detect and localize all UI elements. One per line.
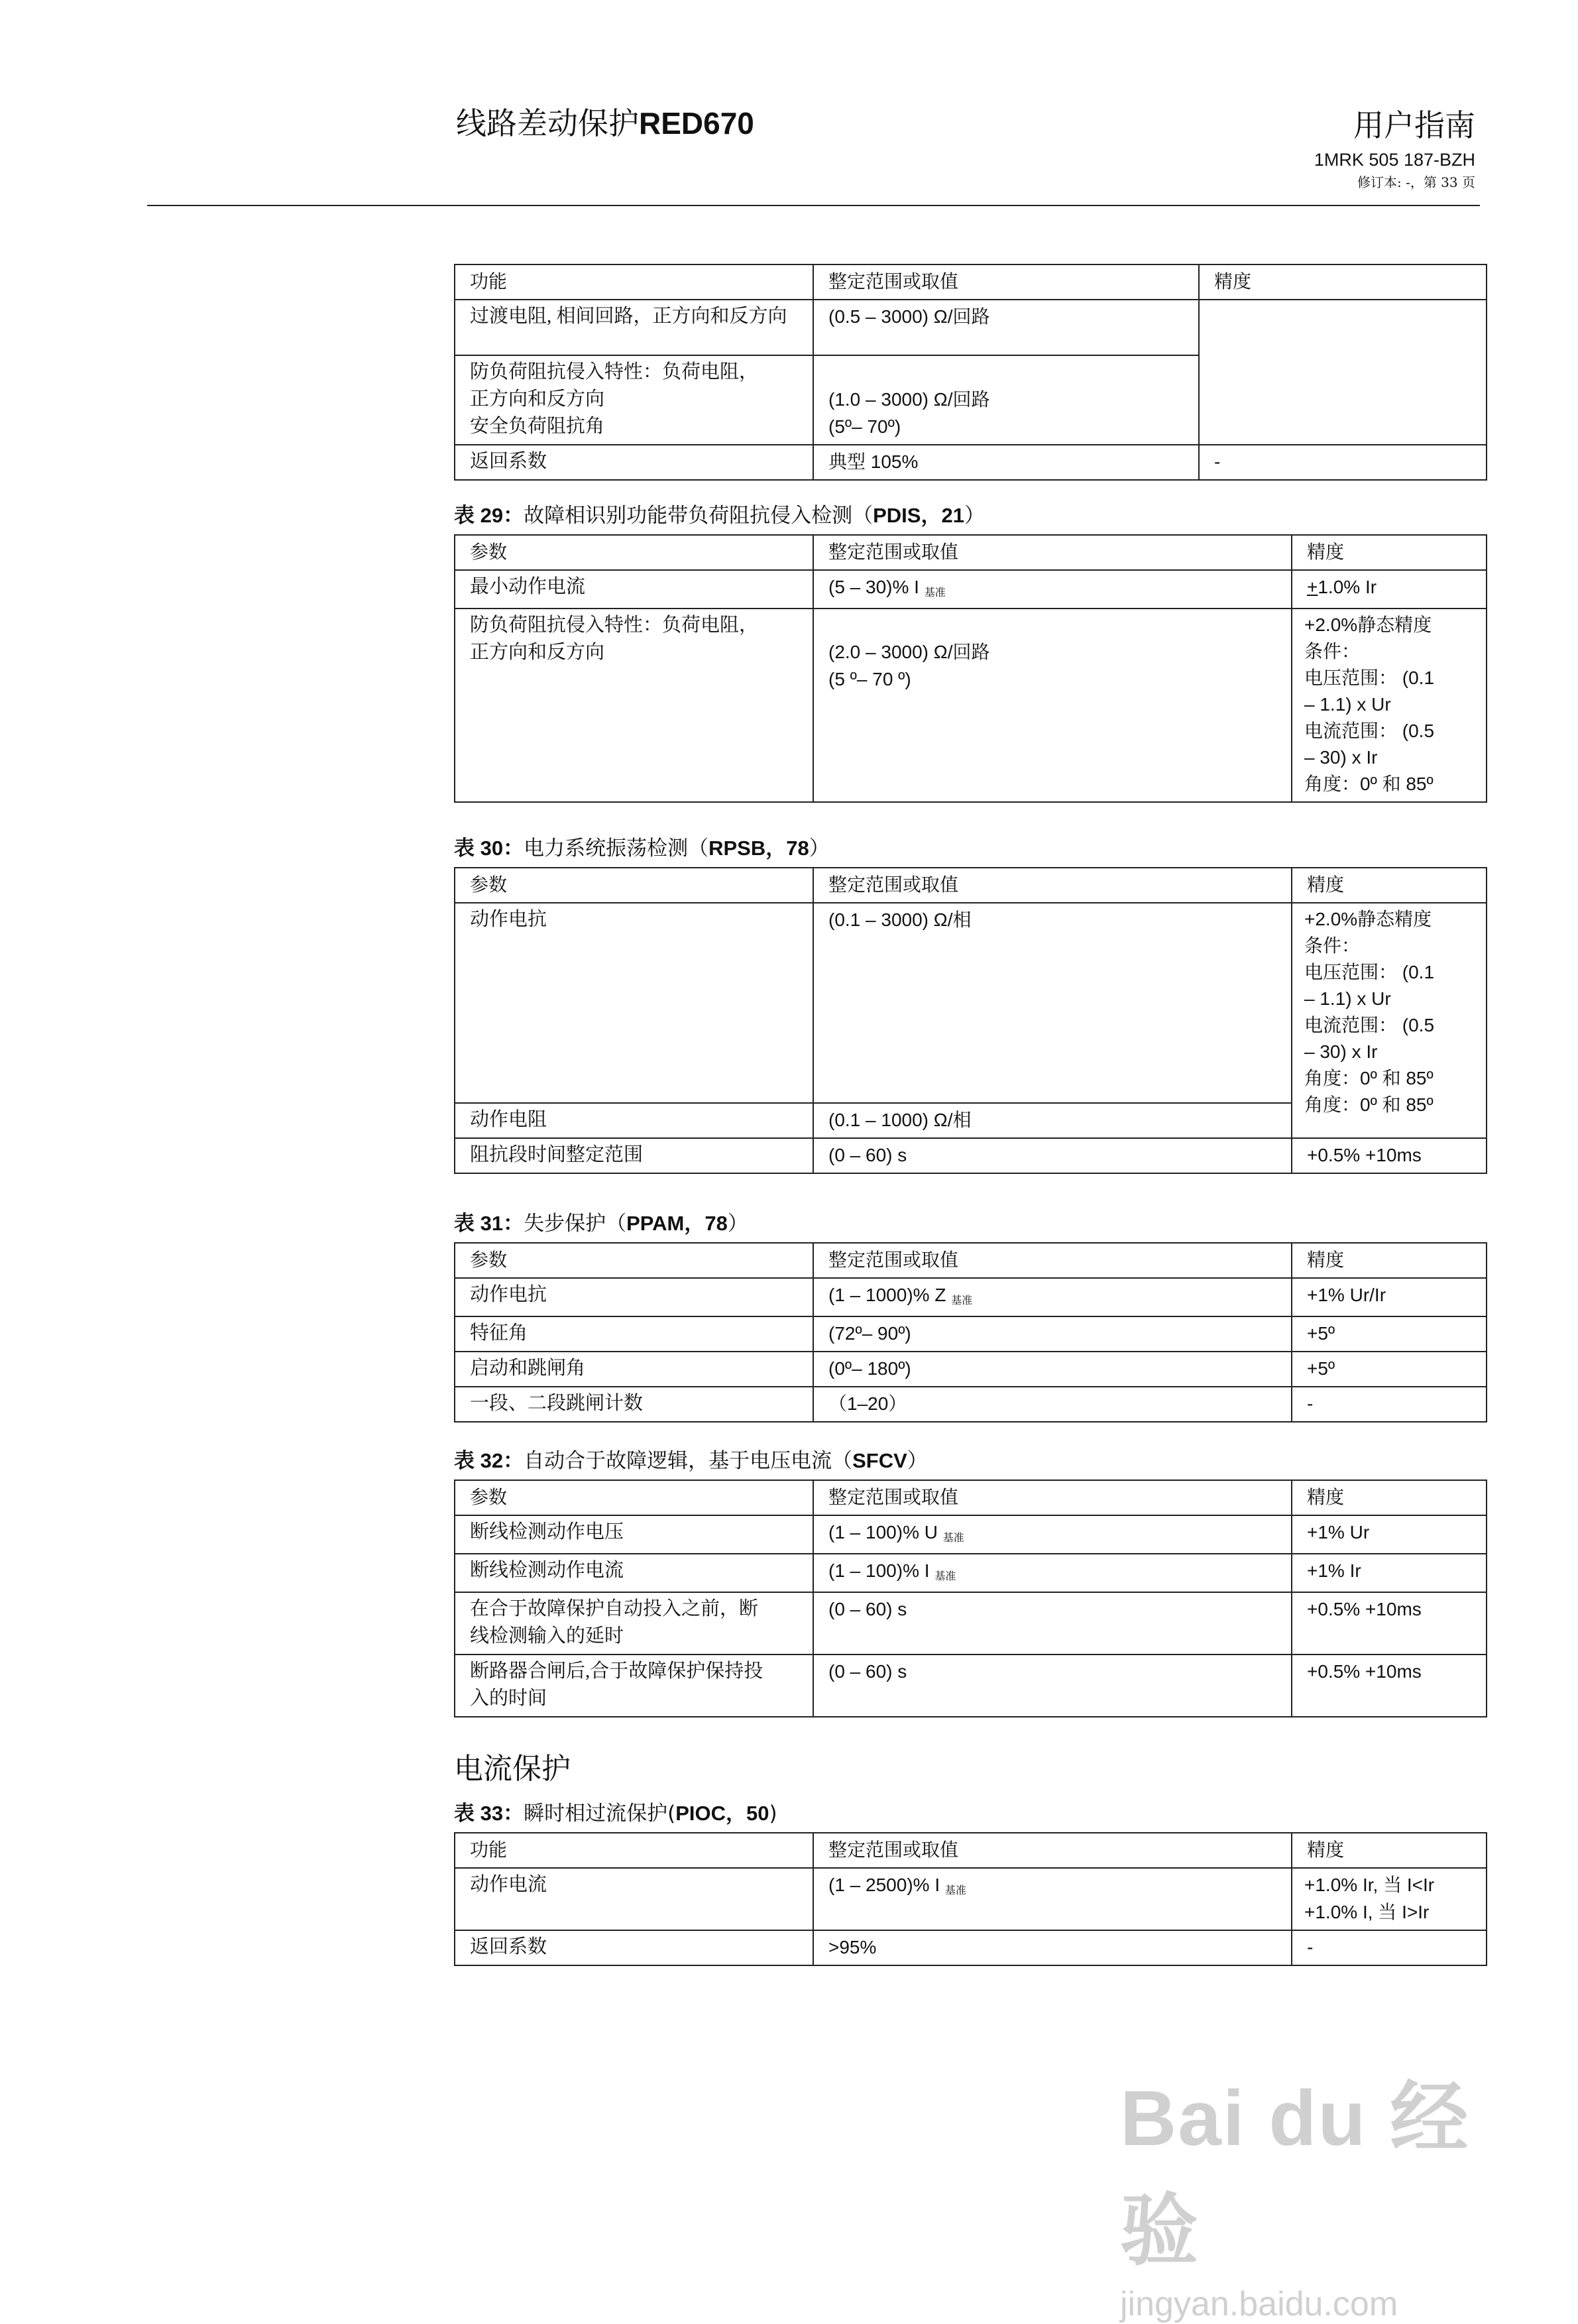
header-cell: 整定范围或取值: [813, 535, 1292, 570]
accuracy-cell: +0.5% +10ms: [1292, 1138, 1487, 1173]
param-cell: 动作电阻: [455, 1103, 813, 1138]
accuracy-cell: +1% Ur: [1292, 1515, 1487, 1554]
header-cell: 功能: [455, 1833, 813, 1868]
line: 条件：: [1304, 935, 1361, 956]
accuracy-cell: [1292, 570, 1487, 609]
title-prefix: 线路差动保护: [456, 105, 639, 141]
caption-end: ）: [809, 837, 830, 860]
header-cell: 参数: [455, 1243, 813, 1278]
line: +1.0% Ir, 当 I<Ir: [1304, 1875, 1435, 1895]
caption-number: 表 30：: [454, 837, 524, 860]
header-meta: [1314, 106, 1475, 192]
param-cell: 断线检测动作电流: [455, 1554, 813, 1592]
param-cell: 最小动作电流: [455, 570, 813, 609]
accuracy-cell: -: [1292, 1387, 1487, 1422]
line: 角度：0º 和 85º: [1304, 1094, 1434, 1115]
accuracy-cell: -: [1292, 1930, 1487, 1965]
line: – 30) x Ir: [1304, 1041, 1378, 1062]
baidu-watermark: [1120, 2055, 1491, 2323]
header-cell: 精度: [1292, 1243, 1487, 1278]
caption-text: 失步保护（: [524, 1212, 627, 1236]
table32-caption: [454, 1444, 928, 1474]
header-cell: 整定范围或取值: [813, 1243, 1292, 1278]
value-cell: [813, 1868, 1292, 1930]
line: 安全负荷阻抗角: [470, 416, 605, 437]
line: 电流范围： (0.5: [1304, 1015, 1435, 1035]
param-cell: 动作电抗: [455, 903, 813, 1103]
guide-title: 用户指南: [1353, 107, 1475, 143]
line: 条件：: [1304, 641, 1361, 662]
header-cell: 整定范围或取值: [813, 264, 1199, 300]
accuracy-cell: [1292, 1868, 1487, 1930]
header-cell: 精度: [1292, 1480, 1487, 1515]
line: – 1.1) x Ur: [1304, 694, 1391, 715]
value-cell: 典型 105%: [813, 445, 1199, 480]
value-cell: (0.1 – 3000) Ω/相: [813, 903, 1292, 1103]
subscript: 基准: [951, 1295, 973, 1307]
line: – 30) x Ir: [1304, 747, 1378, 768]
caption-number: 表 32：: [454, 1449, 524, 1472]
line: – 1.1) x Ur: [1304, 988, 1391, 1009]
line: 防负荷阻抗侵入特性：负荷电阻，: [470, 361, 759, 382]
caption-number: 表 29：: [454, 504, 524, 527]
table32: [454, 1480, 1486, 1717]
value-cell: (0 – 60) s: [813, 1592, 1292, 1655]
accuracy-cell: +0.5% +10ms: [1292, 1655, 1487, 1717]
accuracy-cell: +0.5% +10ms: [1292, 1592, 1487, 1655]
plusminus-sign: +: [1307, 577, 1318, 597]
value-cell: (72º– 90º): [813, 1316, 1292, 1352]
value-text: (1 – 100)% U: [828, 1522, 938, 1542]
line: 入的时间: [470, 1688, 547, 1709]
param-cell: 阻抗段时间整定范围: [455, 1138, 813, 1173]
header-cell: 整定范围或取值: [813, 1480, 1292, 1515]
value-text: (1 – 2500)% I: [828, 1875, 940, 1895]
value-cell: [813, 609, 1292, 802]
value-cell: (0 – 60) s: [813, 1655, 1292, 1717]
line: (2.0 – 3000) Ω/回路: [828, 642, 990, 662]
param-cell: 过渡电阻, 相间回路，正方向和反方向: [455, 300, 813, 355]
caption-end: ）: [907, 1449, 928, 1473]
line: +2.0%静态精度: [1304, 614, 1432, 635]
value-cell: [813, 1554, 1292, 1592]
value-text: (1 – 100)% I: [828, 1560, 930, 1581]
param-cell: 一段、二段跳闸计数: [455, 1387, 813, 1422]
caption-end: ）: [964, 504, 985, 528]
caption-code: RPSB，78: [708, 837, 809, 860]
accuracy-cell: +5º: [1292, 1352, 1487, 1387]
line: 在合于故障保护自动投入之前，断: [470, 1598, 759, 1619]
value-cell: (0º– 180º): [813, 1352, 1292, 1387]
doc-number: 1MRK 505 187-BZH: [1314, 150, 1475, 170]
accuracy-cell: [1199, 300, 1487, 445]
table30: [454, 867, 1486, 1174]
section-heading: 电流保护: [454, 1752, 571, 1786]
header-cell: 精度: [1292, 1833, 1487, 1868]
line: (1.0 – 3000) Ω/回路: [828, 389, 990, 410]
table31-caption: [454, 1206, 748, 1236]
line: +2.0%静态精度: [1304, 909, 1432, 929]
accuracy-cell: [1292, 903, 1487, 1138]
caption-text: 电力系统振荡检测（: [524, 837, 709, 860]
value-cell: >95%: [813, 1930, 1292, 1965]
table30-caption: [454, 831, 830, 861]
param-cell: 返回系数: [455, 1930, 813, 1965]
caption-code: SFCV: [852, 1449, 907, 1472]
watermark-brand: Bai du 经验: [1120, 2075, 1470, 2275]
header-cell: 整定范围或取值: [813, 868, 1292, 903]
header-cell: 参数: [455, 868, 813, 903]
line: 电压范围： (0.1: [1304, 668, 1435, 688]
accuracy-cell: +1% Ur/Ir: [1292, 1278, 1487, 1316]
line: 防负荷阻抗侵入特性：负荷电阻，: [470, 614, 759, 636]
table29: [454, 534, 1486, 803]
value-cell: [813, 1278, 1292, 1316]
caption-code: PPAM，78: [626, 1212, 728, 1235]
caption-code: PDIS，21: [873, 504, 964, 527]
line: 角度：0º 和 85º: [1304, 774, 1434, 794]
value-cell: （1–20）: [813, 1387, 1292, 1422]
watermark-url: jingyan.baidu.com: [1120, 2285, 1398, 2323]
table29-caption: [454, 498, 985, 528]
accuracy-cell: +5º: [1292, 1316, 1487, 1352]
param-cell: [455, 355, 813, 445]
value-cell: (0 – 60) s: [813, 1138, 1292, 1173]
param-cell: 特征角: [455, 1316, 813, 1352]
value-text: (1 – 1000)% Z: [828, 1285, 946, 1305]
revision-page: 修订本: -，第 33 页: [1357, 174, 1475, 190]
subscript: 基准: [934, 1571, 956, 1582]
line: (5 º– 70 º): [828, 669, 911, 689]
caption-number: 表 33：: [454, 1802, 524, 1825]
header-cell: 精度: [1292, 535, 1487, 570]
title-model: RED670: [639, 106, 754, 141]
caption-end: ): [769, 1802, 777, 1826]
line: 电压范围： (0.1: [1304, 962, 1435, 982]
line: 线检测输入的延时: [470, 1625, 624, 1647]
table-top: [454, 264, 1486, 481]
value-text: (5 – 30)% I: [828, 577, 919, 597]
caption-text: 瞬时相过流保护(: [524, 1802, 676, 1826]
accuracy-cell: -: [1199, 445, 1487, 480]
subscript: 基准: [944, 1885, 966, 1896]
param-cell: 启动和跳闸角: [455, 1352, 813, 1387]
header-cell: 精度: [1292, 868, 1487, 903]
caption-text: 自动合于故障逻辑，基于电压电流（: [524, 1449, 853, 1473]
caption-code: PIOC，50: [675, 1802, 769, 1825]
table31: [454, 1242, 1486, 1423]
value-cell: (0.5 – 3000) Ω/回路: [813, 300, 1199, 355]
value-cell: [813, 355, 1199, 445]
caption-end: ）: [727, 1212, 748, 1236]
value-cell: [813, 570, 1292, 609]
line: (5º– 70º): [828, 416, 901, 437]
header-rule: [147, 205, 1480, 206]
header-cell: 功能: [455, 264, 813, 300]
line: +1.0% I, 当 I>Ir: [1304, 1902, 1430, 1922]
table33-caption: [454, 1796, 777, 1826]
value-cell: (0.1 – 1000) Ω/相: [813, 1103, 1292, 1138]
param-cell: 动作电抗: [455, 1278, 813, 1316]
param-cell: [455, 609, 813, 802]
param-cell: 返回系数: [455, 445, 813, 480]
line: 正方向和反方向: [470, 642, 605, 663]
line: 电流范围： (0.5: [1304, 721, 1435, 741]
header-cell: 参数: [455, 535, 813, 570]
header-cell: 精度: [1199, 264, 1487, 300]
param-cell: [455, 1655, 813, 1717]
table33: [454, 1832, 1486, 1966]
line: 正方向和反方向: [470, 388, 605, 410]
accuracy-cell: +1% Ir: [1292, 1554, 1487, 1592]
param-cell: 动作电流: [455, 1868, 813, 1930]
caption-text: 故障相识别功能带负荷阻抗侵入检测（: [524, 504, 874, 528]
subscript: 基准: [942, 1533, 964, 1544]
accuracy-cell: [1292, 609, 1487, 802]
line: 断路器合闸后,合于故障保护保持投: [470, 1660, 763, 1682]
param-cell: [455, 1592, 813, 1655]
header-cell: 整定范围或取值: [813, 1833, 1292, 1868]
document-title: [456, 99, 754, 143]
line: 角度：0º 和 85º: [1304, 1068, 1434, 1088]
param-cell: 断线检测动作电压: [455, 1515, 813, 1554]
header-cell: 参数: [455, 1480, 813, 1515]
value-cell: [813, 1515, 1292, 1554]
caption-number: 表 31：: [454, 1212, 524, 1235]
accuracy-text: 1.0% Ir: [1318, 577, 1377, 597]
subscript: 基准: [924, 587, 946, 599]
